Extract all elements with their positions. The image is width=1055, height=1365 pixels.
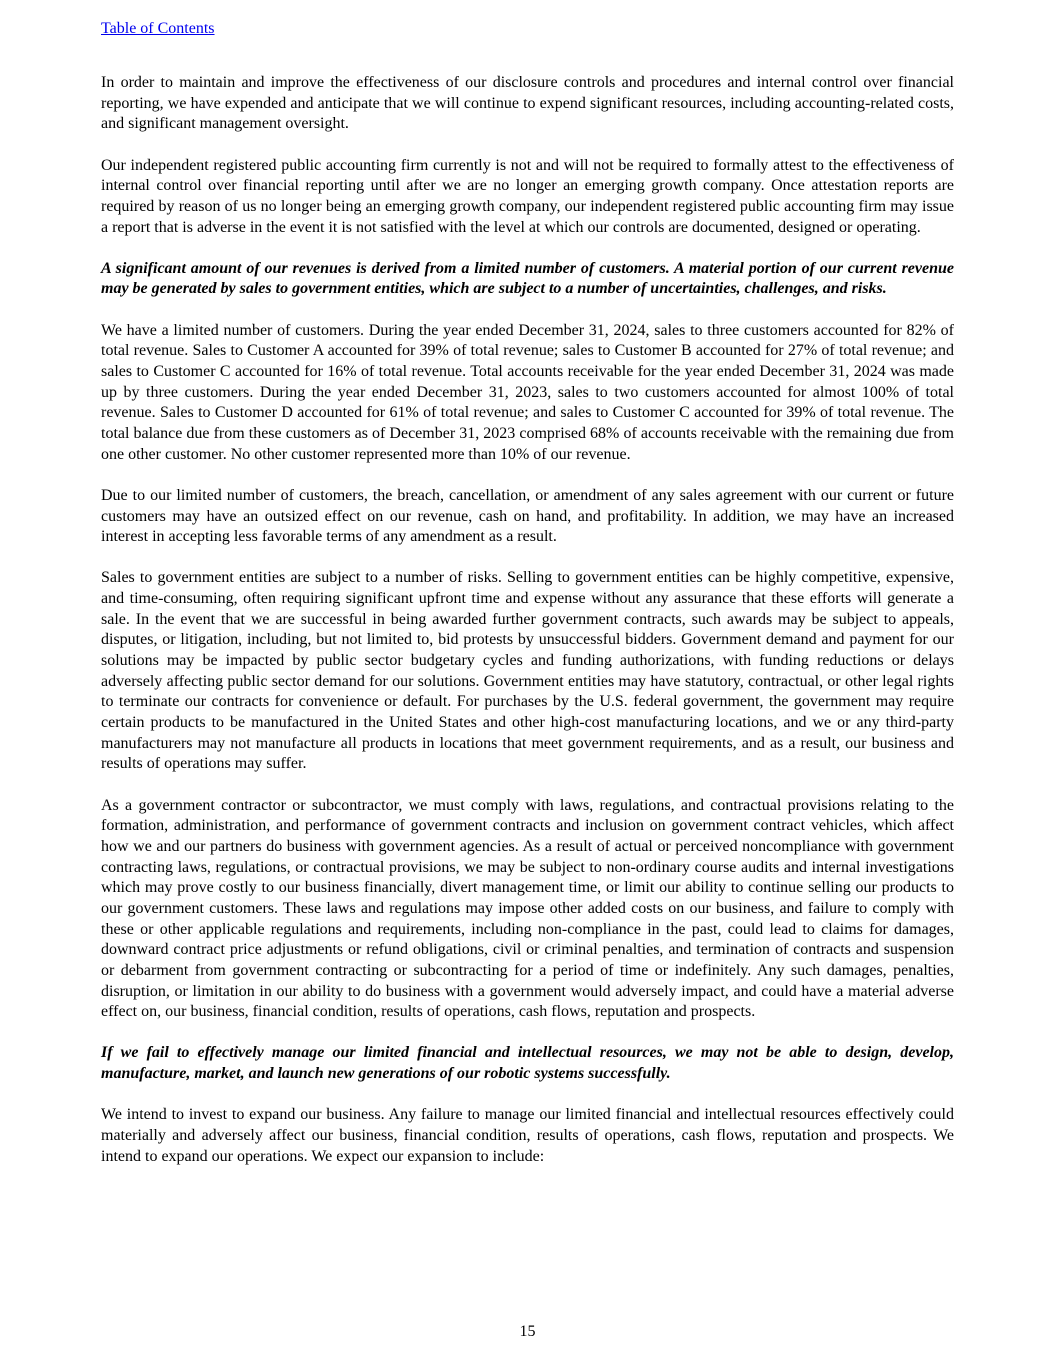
risk-heading-limited-customers: A significant amount of our revenues is derived from a limited number of customers. A material portion of our current revenue may be generated by sales to government entities, which are subject to a number of uncertainties, challenges, and risks. bbox=[101, 259, 954, 298]
paragraph-business-expansion: We intend to invest to expand our business. Any failure to manage our limited financial and intellectual resources effectively could materially and adversely affect our business, financial condition, results of operations, cash flows, reputation and prospects. We intend to expand our operations. We expect our expansion to include: bbox=[101, 1106, 954, 1165]
paragraph-disclosure-controls: In order to maintain and improve the effectiveness of our disclosure controls and procedures and internal control over financial reporting, we have expended and anticipate that we will continue to expend significant resources, including accounting-related costs, and significant management oversight. bbox=[101, 74, 954, 133]
document-body bbox=[101, 73, 954, 1188]
page-number: 15 bbox=[519, 1323, 536, 1340]
risk-heading-resource-management: If we fail to effectively manage our limited financial and intellectual resources, we may not be able to design, develop, manufacture, market, and launch new generations of our robotic systems successfully. bbox=[101, 1044, 954, 1083]
paragraph-auditor-attestation: Our independent registered public accounting firm currently is not and will not be required to formally attest to the effectiveness of internal control over financial reporting until after we are no longer an emerging growth company. Once attestation reports are required by reason of us no longer being an emerging growth company, our independent registered public accounting firm may issue a report that is adverse in the event it is not satisfied with the level at which our controls are documented, designed or operating. bbox=[101, 156, 954, 236]
paragraph-government-sales-risks: Sales to government entities are subject to a number of risks. Selling to government entities can be highly competitive, expensive, and time-consuming, often requiring significant upfront time and expense without any assurance that these efforts will generate a sale. In the event that we are successful in being awarded further government contracts, such awards may be subject to appeals, disputes, or litigation, including, but not limited to, bid protests by unsuccessful bidders. Government demand and payment for our solutions may be impacted by public sector budgetary cycles and funding authorizations, with funding reductions or delays adversely affecting public sector demand for our solutions. Government entities may have statutory, contractual, or other legal rights to terminate our contracts for convenience or default. For purchases by the U.S. federal government, the government may require certain products to be manufactured in the United States and other high-cost manufacturing locations, and we or any third-party manufacturers may not manufacture all products in locations that meet government requirements, and as a result, our business and results of operations may suffer. bbox=[101, 569, 954, 773]
paragraph-customer-concentration: We have a limited number of customers. During the year ended December 31, 2024, sales to three customers accounted for 82% of total revenue. Sales to Customer A accounted for 39% of total revenue; sales to Customer B accounted for 27% of total revenue; and sales to Customer C accounted for 16% of total revenue. Total accounts receivable for the year ended December 31, 2024 was made up by three customers. During the year ended December 31, 2023, sales to two customers accounted for almost 100% of total revenue. Sales to Customer D accounted for 61% of total revenue; and sales to Customer C accounted for 39% of total revenue. The total balance due from these customers as of December 31, 2023 comprised 68% of accounts receivable with the remaining due from one other customer. No other customer represented more than 10% of our revenue. bbox=[101, 321, 954, 463]
paragraph-sales-agreement-risk: Due to our limited number of customers, the breach, cancellation, or amendment of any sales agreement with our current or future customers may have an outsized effect on our revenue, cash on hand, and profitability. In addition, we may have an increased interest in accepting less favorable terms of any amendment as a result. bbox=[101, 486, 954, 546]
paragraph-government-contractor-compliance: As a government contractor or subcontractor, we must comply with laws, regulations, and contractual provisions relating to the formation, administration, and performance of government contracts and inclusion on government contract vehicles, which affect how we and our partners do business with government agencies. As a result of actual or perceived noncompliance with government contracting laws, regulations, or contractual provisions, we may be subject to non-ordinary course audits and internal investigations which may prove costly to our business financially, divert management time, or limit our ability to continue selling our products to our government customers. These laws and regulations may impose other added costs on our business, and failure to comply with these or other applicable regulations and requirements, including non-compliance in the past, could lead to claims for damages, downward contract price adjustments or refund obligations, civil or criminal penalties, and termination of contracts and suspension or debarment from government contracting or subcontracting for a period of time or indefinitely. Any such damages, penalties, disruption, or limitation in our ability to do business with a government would adversely impact, and could have a material adverse effect on, our business, financial condition, results of operations, cash flows, reputation and prospects. bbox=[101, 796, 954, 1021]
table-of-contents-link[interactable]: Table of Contents bbox=[101, 20, 215, 37]
